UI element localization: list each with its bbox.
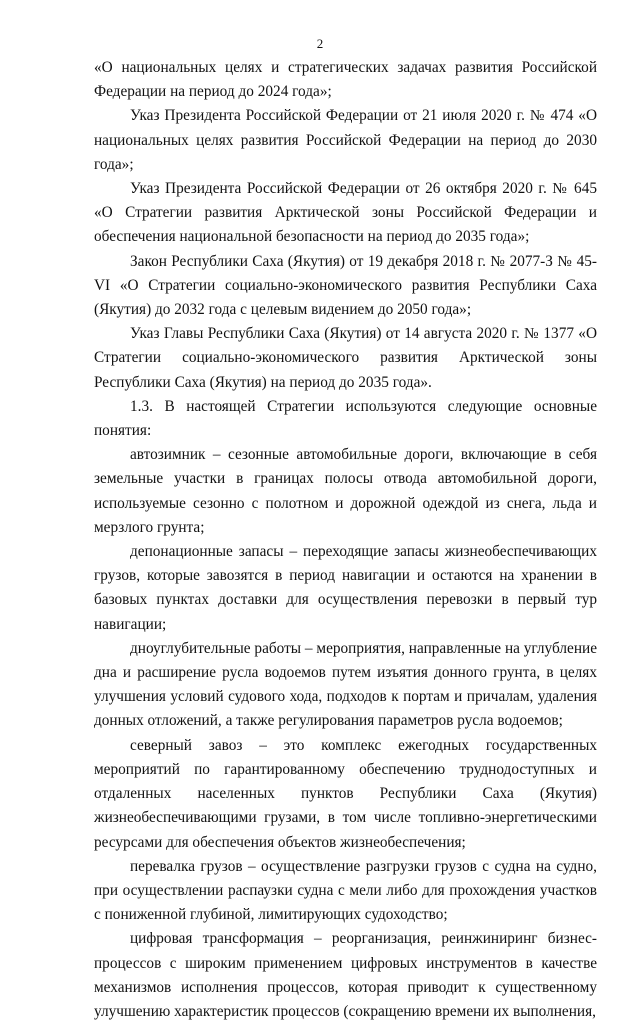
page-number: 2 <box>316 36 324 51</box>
document-body <box>94 56 597 1024</box>
paragraph: дноуглубительные работы – мероприятия, направленные на углубление дна и расширение русла водоемов путем изъятия донного грунта, в целях улучшения условий судового хода, подходов к портам и причалам, удаления донных отложений, а также регулирования параметров русла водоемов; <box>94 639 597 730</box>
paragraph: северный завоз – это комплекс ежегодных государственных мероприятий по гарантированному обеспечению труднодоступных и отдаленных населенных пунктов Республики Саха (Якутия) жизнеобеспечивающими грузами, в том числе топливно-энергетическими ресурсами для обеспечения объектов жизнеобеспечения; <box>94 736 597 851</box>
paragraph: депонационные запасы – переходящие запасы жизнеобеспечивающих грузов, которые завозятся в период навигации и остаются на хранении в базовых пунктах доставки для осуществления перевозки в первый тур навигации; <box>94 543 597 633</box>
paragraph: Указ Главы Республики Саха (Якутия) от 14 августа 2020 г. № 1377 «О Стратегии социально-экономического развития Арктической зоны Республики Саха (Якутия) на период до 2035 года». <box>94 325 597 391</box>
paragraph: перевалка грузов – осуществление разгрузки грузов с судна на судно, при осуществлении распаузки судна с мели либо для прохождения участков с пониженной глубиной, лимитирующих судоходство; <box>94 857 597 924</box>
paragraph: цифровая трансформация – реорганизация, реинжиниринг бизнес-процессов с широким применением цифровых инструментов в качестве механизмов исполнения процессов, которая приводит к существенному улучшению характеристик процессов (сокращению времени их выполнения, <box>94 930 597 1020</box>
paragraph: 1.3. В настоящей Стратегии используются следующие основные понятия: <box>94 397 597 440</box>
paragraph: Указ Президента Российской Федерации от 21 июля 2020 г. № 474 «О национальных целях развития Российской Федерации на период до 2030 года»; <box>94 107 597 173</box>
paragraph: автозимник – сезонные автомобильные дороги, включающие в себя земельные участки в границах полосы отвода автомобильной дороги, используемые сезонно с полотном и дорожной одеждой из снега, льда и мерзлого грунта; <box>94 446 597 536</box>
paragraph: «О национальных целях и стратегических задачах развития Российской Федерации на период до 2024 года»; <box>94 59 597 101</box>
paragraph: Указ Президента Российской Федерации от 26 октября 2020 г. № 645 «О Стратегии развития Арктической зоны Российской Федерации и обеспечения национальной безопасности на период до 2035 года»; <box>94 180 597 246</box>
paragraph: Закон Республики Саха (Якутия) от 19 декабря 2018 г. № 2077-З № 45-VI «О Стратегии социально-экономического развития Республики Саха (Якутия) до 2032 года с целевым видением до 2050 года»; <box>94 252 597 319</box>
